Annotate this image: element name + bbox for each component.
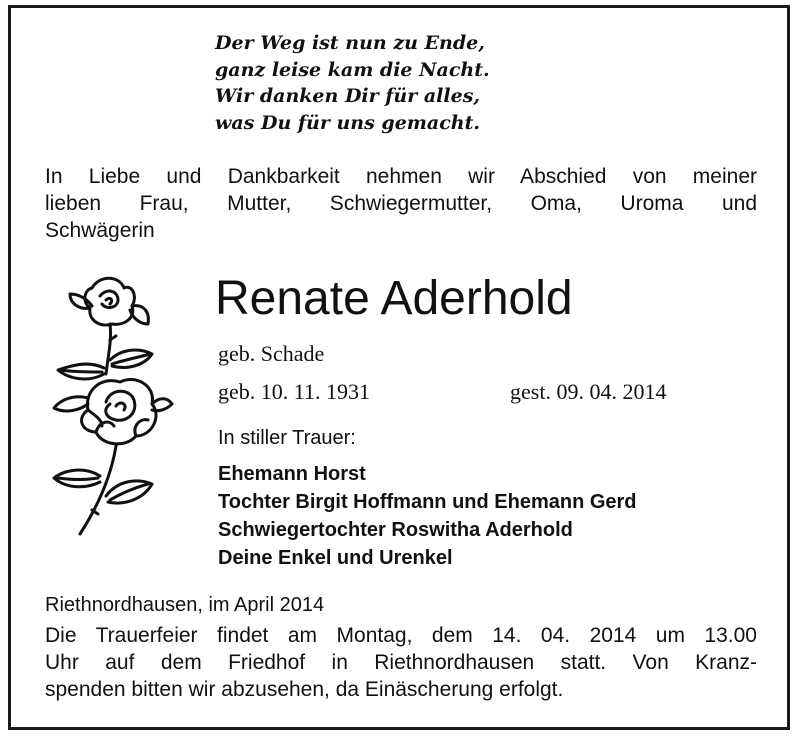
death-date: gest. 09. 04. 2014: [510, 379, 667, 404]
mourner-entry: Tochter Birgit Hoffmann und Ehemann Gerd: [218, 491, 637, 513]
mourner-entry: Ehemann Horst: [218, 463, 366, 485]
intro-text: [45, 163, 757, 244]
intro-line: Schwägerin: [45, 219, 155, 242]
funeral-line: Die Trauerfeier findet am Montag, dem 14. 04. 2014 um 13.00: [45, 624, 757, 647]
funeral-line: Uhr auf dem Friedhof in Riethnordhausen statt. Von Kranz-: [45, 651, 757, 674]
poem-line: Wir danken Dir für alles,: [215, 85, 481, 107]
place-date: Riethnordhausen, im April 2014: [45, 594, 325, 616]
poem-line: Der Weg ist nun zu Ende,: [215, 32, 485, 54]
mourner-entry: Schwiegertochter Roswitha Aderhold: [218, 519, 573, 541]
intro-line: lieben Frau, Mutter, Schwiegermutter, Oma, Uroma und: [45, 192, 757, 215]
poem-line: ganz leise kam die Nacht.: [215, 58, 490, 81]
birth-name: geb. Schade: [218, 341, 325, 366]
mourners-list: [218, 460, 637, 572]
rose-drawing-icon: [40, 270, 180, 550]
poem: [215, 30, 490, 136]
deceased-name: Renate Aderhold: [215, 272, 573, 325]
mourning-heading: In stiller Trauer:: [218, 427, 356, 449]
birth-date: geb. 10. 11. 1931: [218, 379, 370, 404]
mourner-entry: Deine Enkel und Urenkel: [218, 547, 453, 569]
poem-line: was Du für uns gemacht.: [215, 111, 480, 134]
funeral-notice: [45, 622, 757, 703]
intro-line: In Liebe und Dankbarkeit nehmen wir Abschied von meiner: [45, 165, 757, 188]
funeral-line: spenden bitten wir abzusehen, da Einäscherung erfolgt.: [45, 678, 564, 701]
